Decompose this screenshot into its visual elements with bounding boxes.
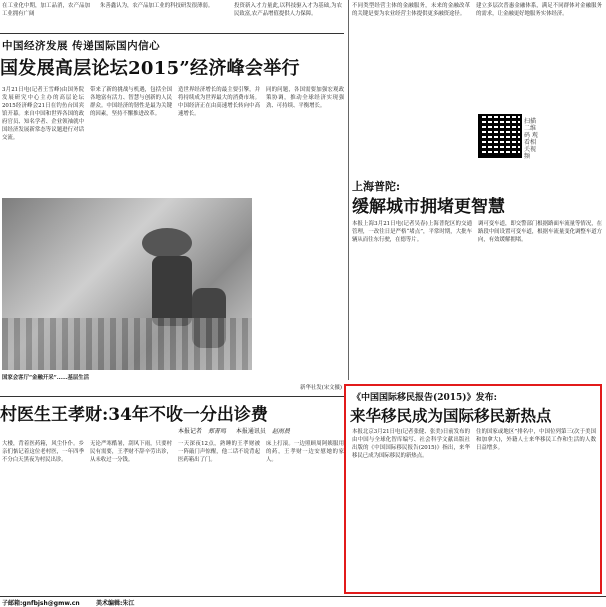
qr-caption: 扫描二维码 观看相关视频 bbox=[524, 118, 538, 160]
article1-col1: 3月21日电(记者王雪峰)由国务院发展研究中心主办的高层论坛2015经济峰会21日在钓鱼台国宾馆开幕。来自中国和世界各国的政府官员、知名学者、企业领袖就中国经济发展新常态等议题进行对话交流。 bbox=[2, 87, 84, 141]
article2-top-divider bbox=[0, 396, 344, 397]
footer-rule bbox=[0, 596, 606, 597]
right-top-col2: 建立多层次普惠金融体系，满足不同群体对金融服务的需求，让金融更好地服务实体经济。 bbox=[476, 3, 602, 17]
article1-headline: 国发展高层论坛2015”经济峰会举行 bbox=[0, 58, 300, 79]
right-top-col1: 不同类型经营主体的金融服务，未来的金融改革的关键是要为农业经营主体提供更多融资途径。 bbox=[352, 3, 470, 17]
article2-col4: 床上打滚。一边照顾周阿姨服用的药，王孝财一边安慰她的家人。 bbox=[266, 441, 344, 463]
article3-col1: 本报上海3月21日电(记者吴春)上海普陀区的交通管理，一改往日是严格“堵点”，平常时期，大批车辆从而往东行驶，在德等片。 bbox=[352, 221, 472, 243]
byline-name1: 郑菁鸣 bbox=[207, 428, 226, 435]
photo1-caption: 国家会客厅“金融开采”……基层生活 bbox=[2, 375, 90, 381]
byline-label1: 本报记者 bbox=[178, 428, 203, 435]
article4-col1: 本报北京3月21日电(记者张健、张美)日前发布的由中国与全球化智库编写、社会科学文献出版社出版的《中国国际移民报告(2015)》指出，来华移民已成为国际移民的新热点。 bbox=[352, 429, 470, 459]
article4-kicker: 《中国国际移民报告(2015)》发布: bbox=[352, 393, 497, 403]
top-mid-snippet-2: 投资新入才力量此,以科技驱入才为基础,为农民致富,农产品增值提供人力保障。 bbox=[234, 3, 342, 17]
column-divider bbox=[348, 0, 349, 380]
article2-byline bbox=[178, 426, 290, 435]
article4-col2: 住的国家或地区”排名中，中国位列第三(次于美国和加拿大)，外籍人士来华移民工作和生活的人数日益增多。 bbox=[476, 429, 596, 451]
article2-col3: 一天深夜12点，熟睡的王孝财被一阵敲门声惊醒，他二话不说背起医药箱出了门。 bbox=[178, 441, 260, 463]
article1-col3: 造世界经济增长的最主要引擎，并将持续成为世界最大的消费市场。中国经济正在由高速增长转向中高速增长。 bbox=[178, 87, 260, 117]
byline-name2: 赵雨晨 bbox=[271, 428, 290, 435]
article1-col4: 同的问题，各国需要加强宏观政策协调，推动全球经济实现强劲、可持续、平衡增长。 bbox=[266, 87, 344, 109]
article3-col2: 调可变车道，即交警部门根据路面车流量等情况，在路段中间设置可变车道，根据车流量变化调整车道方向，有效缓解拥堵。 bbox=[478, 221, 602, 243]
footer-designer: 美术编辑:朱江 bbox=[96, 600, 135, 607]
footer-email: 子邮箱:gnfbjsh@gmw.cn bbox=[2, 600, 80, 607]
byline-label2: 本报通讯员 bbox=[235, 428, 266, 435]
article2-col2: 无论严寒酷暑，刮风下雨，只要村民有需要，王孝财不辞辛劳出诊，从未收过一分钱。 bbox=[90, 441, 172, 463]
photo1-credit: 新华社发(宋文摄) bbox=[300, 385, 342, 391]
article1-kicker: 中国经济发展 传递国际国内信心 bbox=[2, 40, 161, 52]
top-divider bbox=[0, 33, 344, 34]
tea-field-photo bbox=[2, 198, 252, 370]
article3-kicker: 上海普陀: bbox=[352, 180, 401, 193]
top-mid-snippet: 朱善鑫认为，农产品加工业的科技研发很薄弱。 bbox=[100, 3, 214, 9]
article2-headline: 村医生王孝财:34年不收一分出诊费 bbox=[0, 405, 268, 425]
article1-col2: 带来了新的挑战与机遇，包括全国各地富有活力、智慧与创新的人民群众。中国经济的韧性是最为关键的因素，坚持不懈推进改革。 bbox=[90, 87, 172, 117]
article2-col1: 大楼，背着医药箱，风尘仆仆。乡亲们惦记着这位老村医，一年四季不分白天黑夜为村民出诊。 bbox=[2, 441, 84, 463]
top-left-snippet: 在工业化中期，加工品消，农产品加工业拥有广阔 bbox=[2, 3, 90, 17]
qr-code-icon[interactable] bbox=[478, 114, 522, 158]
article3-headline: 缓解城市拥堵更智慧 bbox=[352, 197, 505, 217]
article4-headline: 来华移民成为国际移民新热点 bbox=[350, 406, 552, 425]
